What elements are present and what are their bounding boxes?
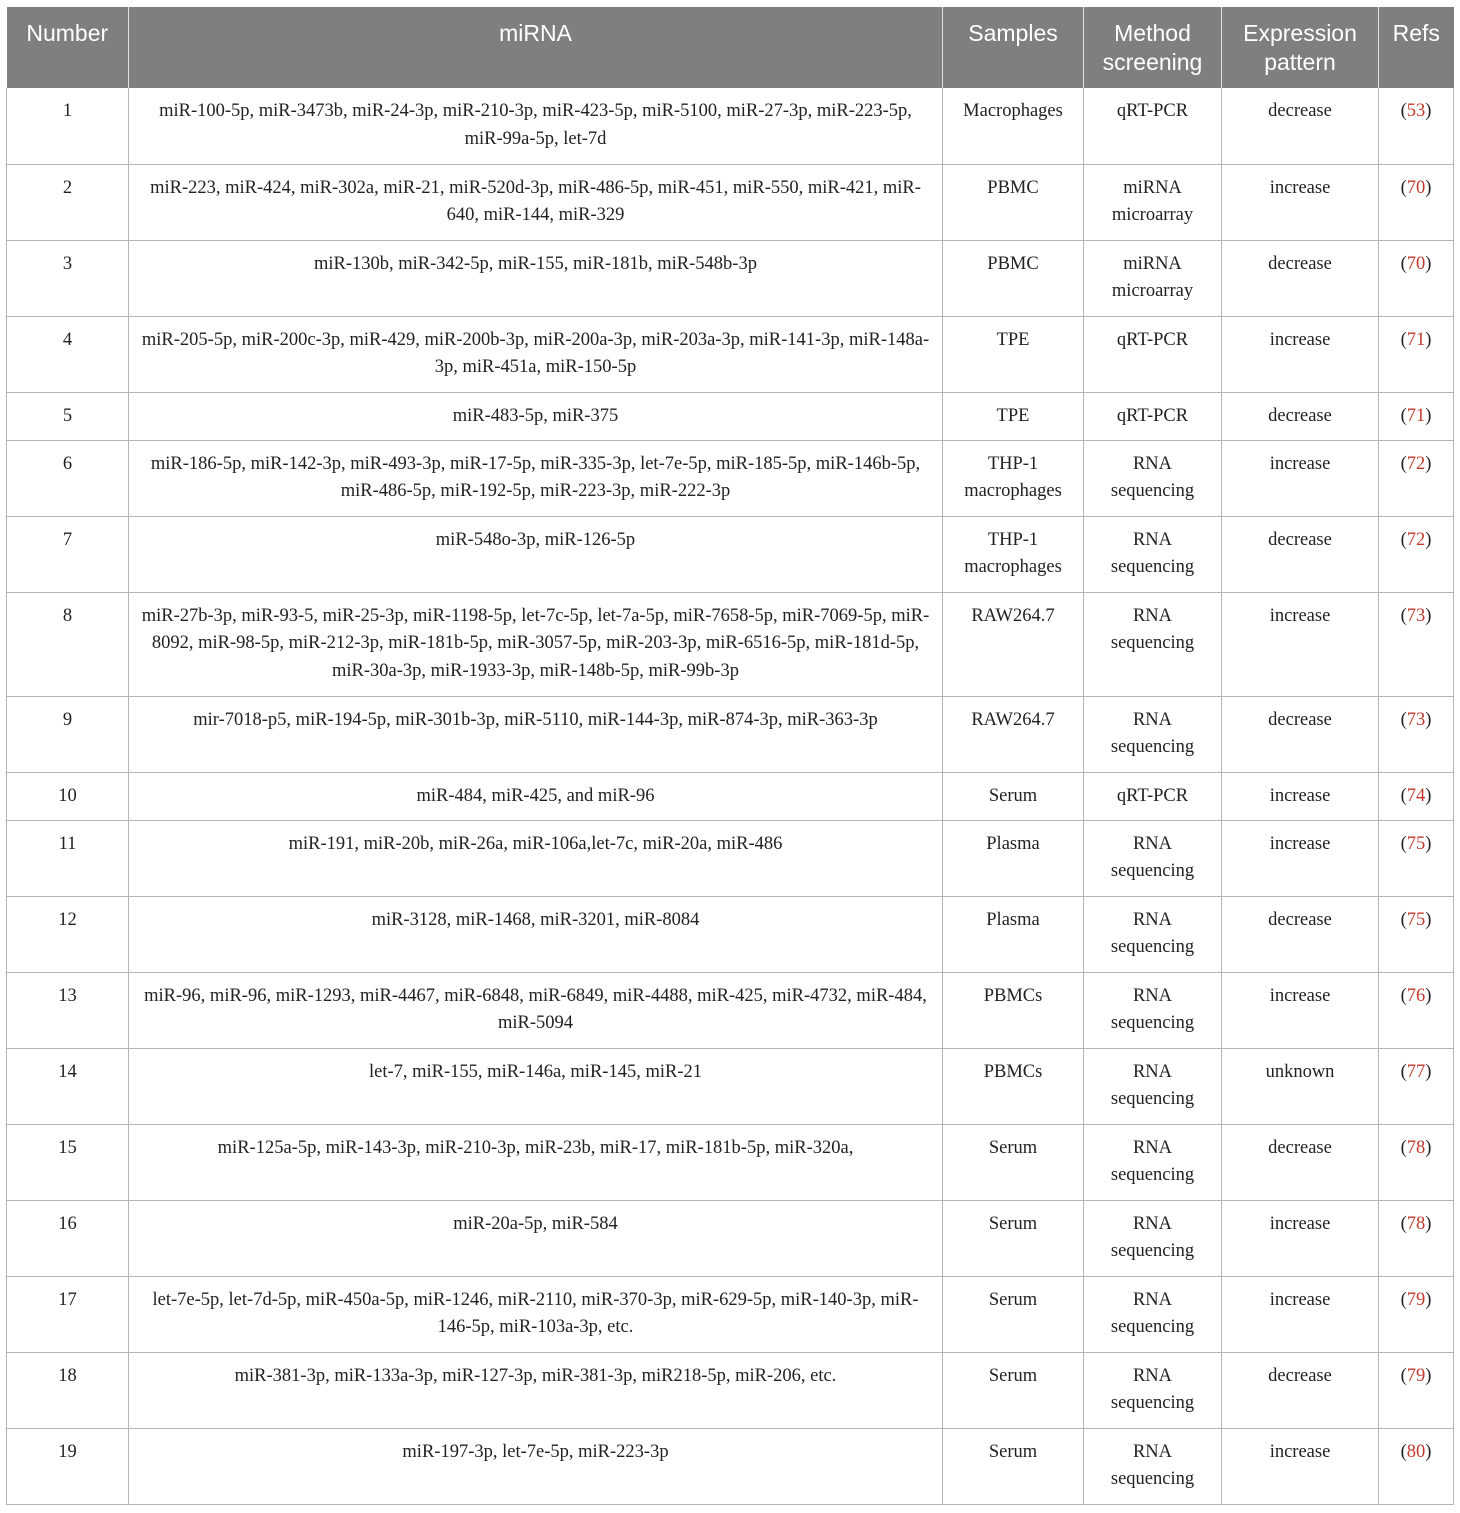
row-mirna: let-7, miR-155, miR-146a, miR-145, miR-21 [129,1048,943,1124]
row-method: RNA sequencing [1084,440,1222,516]
row-mirna: let-7e-5p, let-7d-5p, miR-450a-5p, miR-1246, miR-2110, miR-370-3p, miR-629-5p, miR-140-3p, miR-146-5p, miR-103a-3p, etc. [129,1276,943,1352]
row-samples: Macrophages [943,88,1084,164]
ref-link[interactable]: 71 [1406,405,1426,426]
row-samples: Serum [943,1276,1084,1352]
row-refs: (79) [1379,1276,1454,1352]
row-method: RNA sequencing [1084,1124,1222,1200]
row-mirna: miR-20a-5p, miR-584 [129,1200,943,1276]
ref-link[interactable]: 78 [1406,1137,1426,1158]
row-samples: Plasma [943,896,1084,972]
row-expression-pattern: increase [1222,1200,1379,1276]
row-method: qRT-PCR [1084,392,1222,440]
ref-link[interactable]: 78 [1406,1213,1426,1234]
row-samples: THP-1 macrophages [943,440,1084,516]
row-refs: (74) [1379,772,1454,820]
row-mirna: miR-3128, miR-1468, miR-3201, miR-8084 [129,896,943,972]
table-row [7,440,1454,516]
table-row [7,1124,1454,1200]
row-refs: (73) [1379,592,1454,696]
row-number: 6 [7,440,129,516]
row-number: 14 [7,1048,129,1124]
ref-link[interactable]: 73 [1406,605,1426,626]
row-number: 15 [7,1124,129,1200]
ref-link[interactable]: 70 [1406,253,1426,274]
header-method: Method screening [1084,7,1222,88]
row-number: 8 [7,592,129,696]
row-expression-pattern: increase [1222,972,1379,1048]
table-row [7,88,1454,164]
table-row [7,516,1454,592]
row-samples: Plasma [943,820,1084,896]
row-refs: (79) [1379,1352,1454,1428]
row-refs: (78) [1379,1200,1454,1276]
row-number: 11 [7,820,129,896]
row-samples: PBMCs [943,1048,1084,1124]
row-samples: PBMCs [943,972,1084,1048]
row-number: 3 [7,240,129,316]
table-row [7,1048,1454,1124]
table-row [7,1428,1454,1504]
row-number: 5 [7,392,129,440]
row-samples: Serum [943,772,1084,820]
table-row [7,972,1454,1048]
table-row [7,240,1454,316]
table-row [7,772,1454,820]
table-row [7,1352,1454,1428]
header-refs: Refs [1379,7,1454,88]
row-method: RNA sequencing [1084,1428,1222,1504]
row-mirna: miR-205-5p, miR-200c-3p, miR-429, miR-200b-3p, miR-200a-3p, miR-203a-3p, miR-141-3p, miR-148a-3p, miR-451a, miR-150-5p [129,316,943,392]
header-expression: Expression pattern [1222,7,1379,88]
table-row [7,164,1454,240]
ref-link[interactable]: 70 [1406,177,1426,198]
row-samples: PBMC [943,164,1084,240]
row-number: 4 [7,316,129,392]
ref-link[interactable]: 53 [1406,101,1426,121]
row-mirna: miR-483-5p, miR-375 [129,392,943,440]
ref-link[interactable]: 75 [1406,909,1426,930]
row-refs: (72) [1379,440,1454,516]
row-method: miRNA microarray [1084,240,1222,316]
table-row [7,896,1454,972]
table-row [7,592,1454,696]
row-mirna: miR-96, miR-96, miR-1293, miR-4467, miR-6848, miR-6849, miR-4488, miR-425, miR-4732, miR-484, miR-5094 [129,972,943,1048]
row-refs: (80) [1379,1428,1454,1504]
row-number: 16 [7,1200,129,1276]
row-mirna: miR-484, miR-425, and miR-96 [129,772,943,820]
row-samples: Serum [943,1428,1084,1504]
row-samples: Serum [943,1352,1084,1428]
row-expression-pattern: decrease [1222,1124,1379,1200]
row-expression-pattern: decrease [1222,516,1379,592]
row-number: 19 [7,1428,129,1504]
row-method: RNA sequencing [1084,516,1222,592]
row-mirna: miR-100-5p, miR-3473b, miR-24-3p, miR-210-3p, miR-423-5p, miR-5100, miR-27-3p, miR-223-5p, miR-99a-5p, let-7d [129,88,943,164]
ref-link[interactable]: 72 [1406,453,1426,474]
row-expression-pattern: increase [1222,440,1379,516]
mirna-table [6,7,1454,1505]
row-mirna: miR-130b, miR-342-5p, miR-155, miR-181b, miR-548b-3p [129,240,943,316]
ref-link[interactable]: 73 [1406,709,1426,730]
table-row [7,1200,1454,1276]
row-expression-pattern: increase [1222,772,1379,820]
ref-link[interactable]: 80 [1406,1441,1426,1462]
row-refs: (77) [1379,1048,1454,1124]
row-refs: (70) [1379,240,1454,316]
row-samples: Serum [943,1124,1084,1200]
row-samples: THP-1 macrophages [943,516,1084,592]
table-header-row [7,7,1454,88]
ref-link[interactable]: 79 [1406,1289,1426,1310]
row-refs: (75) [1379,820,1454,896]
table-row [7,1276,1454,1352]
row-mirna: miR-27b-3p, miR-93-5, miR-25-3p, miR-1198-5p, let-7c-5p, let-7a-5p, miR-7658-5p, miR-7069-5p, miR-8092, miR-98-5p, miR-212-3p, miR-181b-5p, miR-3057-5p, miR-203-3p, miR-6516-5p, miR-181d-5p, miR-30a-3p, miR-1933-3p, miR-148b-5p, miR-99b-3p [129,592,943,696]
row-expression-pattern: decrease [1222,240,1379,316]
ref-link[interactable]: 74 [1406,785,1426,806]
ref-link[interactable]: 72 [1406,529,1426,550]
row-refs: (71) [1379,392,1454,440]
ref-link[interactable]: 79 [1406,1365,1426,1386]
table-row [7,820,1454,896]
row-expression-pattern: decrease [1222,1352,1379,1428]
row-number: 2 [7,164,129,240]
row-number: 17 [7,1276,129,1352]
row-refs: (70) [1379,164,1454,240]
row-method: RNA sequencing [1084,696,1222,772]
row-method: RNA sequencing [1084,592,1222,696]
row-expression-pattern: decrease [1222,896,1379,972]
row-samples: Serum [943,1200,1084,1276]
row-mirna: miR-125a-5p, miR-143-3p, miR-210-3p, miR-23b, miR-17, miR-181b-5p, miR-320a, [129,1124,943,1200]
row-mirna: miR-191, miR-20b, miR-26a, miR-106a,let-7c, miR-20a, miR-486 [129,820,943,896]
table-row [7,316,1454,392]
row-number: 1 [7,88,129,164]
row-expression-pattern: decrease [1222,392,1379,440]
row-mirna: miR-186-5p, miR-142-3p, miR-493-3p, miR-17-5p, miR-335-3p, let-7e-5p, miR-185-5p, miR-146b-5p, miR-486-5p, miR-192-5p, miR-223-3p, miR-222-3p [129,440,943,516]
row-expression-pattern: increase [1222,592,1379,696]
row-samples: PBMC [943,240,1084,316]
row-mirna: mir-7018-p5, miR-194-5p, miR-301b-3p, miR-5110, miR-144-3p, miR-874-3p, miR-363-3p [129,696,943,772]
row-expression-pattern: decrease [1222,88,1379,164]
header-mirna: miRNA [129,7,943,88]
header-number: Number [7,7,129,88]
row-refs: (72) [1379,516,1454,592]
row-number: 12 [7,896,129,972]
row-number: 10 [7,772,129,820]
row-expression-pattern: increase [1222,316,1379,392]
row-expression-pattern: increase [1222,820,1379,896]
row-refs: (78) [1379,1124,1454,1200]
row-samples: TPE [943,316,1084,392]
row-expression-pattern: increase [1222,1428,1379,1504]
row-samples: RAW264.7 [943,592,1084,696]
table-row [7,392,1454,440]
row-mirna: miR-381-3p, miR-133a-3p, miR-127-3p, miR-381-3p, miR218-5p, miR-206, etc. [129,1352,943,1428]
table-body [7,88,1454,1504]
row-method: miRNA microarray [1084,164,1222,240]
row-refs: (73) [1379,696,1454,772]
row-mirna: miR-223, miR-424, miR-302a, miR-21, miR-520d-3p, miR-486-5p, miR-451, miR-550, miR-421, miR-640, miR-144, miR-329 [129,164,943,240]
row-number: 9 [7,696,129,772]
row-number: 13 [7,972,129,1048]
ref-link[interactable]: 77 [1406,1061,1426,1082]
ref-link[interactable]: 75 [1406,833,1426,854]
row-method: RNA sequencing [1084,1352,1222,1428]
row-method: RNA sequencing [1084,972,1222,1048]
row-method: RNA sequencing [1084,1200,1222,1276]
row-mirna: miR-548o-3p, miR-126-5p [129,516,943,592]
row-number: 18 [7,1352,129,1428]
row-mirna: miR-197-3p, let-7e-5p, miR-223-3p [129,1428,943,1504]
row-method: qRT-PCR [1084,316,1222,392]
row-expression-pattern: unknown [1222,1048,1379,1124]
table-row [7,696,1454,772]
row-expression-pattern: increase [1222,164,1379,240]
row-method: qRT-PCR [1084,88,1222,164]
row-method: RNA sequencing [1084,820,1222,896]
row-number: 7 [7,516,129,592]
row-refs: (71) [1379,316,1454,392]
row-method: RNA sequencing [1084,896,1222,972]
row-method: RNA sequencing [1084,1276,1222,1352]
ref-link[interactable]: 76 [1406,985,1426,1006]
row-method: RNA sequencing [1084,1048,1222,1124]
header-samples: Samples [943,7,1084,88]
row-refs: (53) [1379,88,1454,164]
row-samples: RAW264.7 [943,696,1084,772]
row-method: qRT-PCR [1084,772,1222,820]
ref-link[interactable]: 71 [1406,329,1426,350]
row-expression-pattern: decrease [1222,696,1379,772]
row-refs: (76) [1379,972,1454,1048]
row-samples: TPE [943,392,1084,440]
row-refs: (75) [1379,896,1454,972]
row-expression-pattern: increase [1222,1276,1379,1352]
table-container [6,7,1453,1505]
